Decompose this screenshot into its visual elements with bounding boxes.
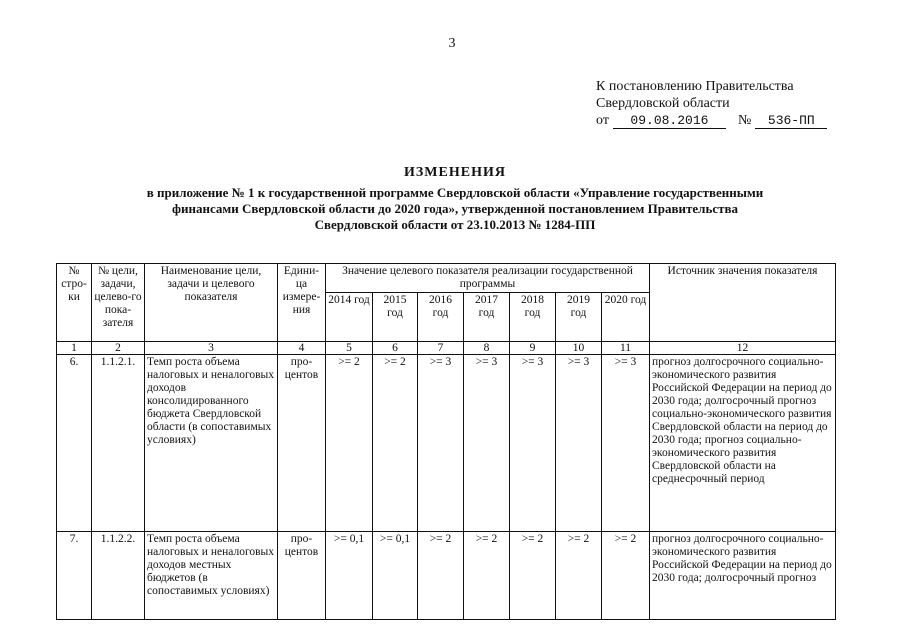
cell-name: Темп роста объема налоговых и неналоговых доходов консолидированного бюджета Свердловской области (в сопоставимых условиях) [145,355,278,532]
column-number: 9 [510,342,556,355]
title-main: ИЗМЕНЕНИЯ [404,165,506,180]
cell-value: >= 2 [510,532,556,620]
cell-name: Темп роста объема налоговых и неналоговых доходов местных бюджетов (в сопоставимых условиях) [145,532,278,620]
cell-value: >= 2 [418,532,464,620]
cell-goal-no: 1.1.2.1. [92,355,145,532]
cell-value: >= 3 [602,355,650,532]
column-number-row [57,342,836,355]
column-number: 5 [326,342,373,355]
header-year: 2015 год [373,293,418,342]
changes-table [56,263,836,620]
column-number: 3 [145,342,278,355]
cell-row-no: 6. [57,355,92,532]
header-source: Источник значения показателя [650,264,836,342]
cell-unit: про-центов [278,532,326,620]
header-row-no: № стро-ки [57,264,92,342]
header-name: Наименование цели, задачи и целевого показателя [145,264,278,342]
title-line-2: финансами Свердловской области до 2020 года», утвержденной постановлением Правительства [172,201,738,216]
header-year: 2018 год [510,293,556,342]
header-row-1 [57,264,836,293]
column-number: 12 [650,342,836,355]
cell-source: прогноз долгосрочного социально-экономического развития Российской Федерации на период до 2030 года; долгосрочный прогноз социально-экономического развития Свердловской области на период до 2030 года; прогноз социально-экономического развития Свердловской области на среднесрочный период [650,355,836,532]
title-line-1: в приложение № 1 к государственной программе Свердловской области «Управление государственными [146,185,764,200]
cell-value: >= 3 [418,355,464,532]
column-number: 10 [556,342,602,355]
cell-value: >= 0,1 [373,532,418,620]
approval-block [596,78,886,129]
number-label: № [737,113,752,128]
approval-date: 09.08.2016 [613,113,726,129]
from-label: от [596,113,609,128]
column-number: 1 [57,342,92,355]
header-unit: Едини-ца измере-ния [278,264,326,342]
header-year: 2014 год [326,293,373,342]
cell-value: >= 2 [602,532,650,620]
page-number: 3 [448,36,456,51]
column-number: 2 [92,342,145,355]
column-number: 6 [373,342,418,355]
cell-goal-no: 1.1.2.2. [92,532,145,620]
cell-value: >= 2 [556,532,602,620]
cell-row-no: 7. [57,532,92,620]
approval-line-1: К постановлению Правительства [596,79,794,94]
cell-value: >= 2 [373,355,418,532]
document-title [60,165,850,233]
column-number: 7 [418,342,464,355]
approval-number: 536-ПП [755,113,827,129]
table-row [57,532,836,620]
header-goal-no: № цели, задачи, целево-го пока-зателя [92,264,145,342]
cell-value: >= 2 [326,355,373,532]
header-year: 2016 год [418,293,464,342]
cell-value: >= 3 [464,355,510,532]
title-line-3: Свердловской области от 23.10.2013 № 1284-ПП [314,217,596,232]
approval-date-row [596,112,886,129]
cell-source: прогноз долгосрочного социально-экономического развития Российской Федерации на период до 2030 года; долгосрочный прогноз [650,532,836,620]
table-row [57,355,836,532]
column-number: 11 [602,342,650,355]
cell-value: >= 3 [510,355,556,532]
cell-value: >= 2 [464,532,510,620]
column-number: 4 [278,342,326,355]
column-number: 8 [464,342,510,355]
cell-unit: про-центов [278,355,326,532]
header-year: 2020 год [602,293,650,342]
cell-value: >= 3 [556,355,602,532]
approval-line-2: Свердловской области [596,96,730,111]
header-year: 2017 год [464,293,510,342]
header-values-group: Значение целевого показателя реализации государственной программы [326,264,650,293]
header-year: 2019 год [556,293,602,342]
cell-value: >= 0,1 [326,532,373,620]
